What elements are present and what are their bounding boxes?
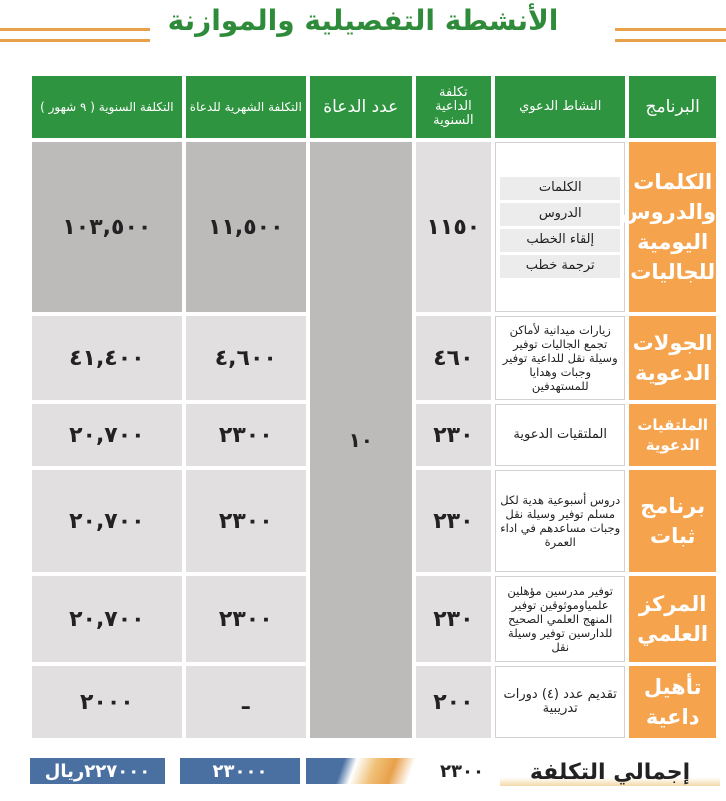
- header-monthly: التكلفة الشهرية للدعاة: [186, 76, 306, 138]
- page-title: الأنشطة التفصيلية والموازنة: [167, 4, 559, 37]
- program-name: الجولات الدعوية: [629, 316, 716, 400]
- annual-cost: ٢٠,٧٠٠: [32, 470, 182, 572]
- program-name: الملتقيات الدعوية: [629, 404, 716, 466]
- total-annual-per-preacher: ٢٣٠٠: [440, 760, 484, 782]
- monthly-cost: ٢٣٠٠: [186, 404, 306, 466]
- monthly-cost: ٢٣٠٠: [186, 470, 306, 572]
- header-annual-per-preacher: تكلفة الداعية السنوية: [416, 76, 491, 138]
- activity-list: [495, 142, 625, 312]
- annual-per-preacher: ٢٣٠: [416, 576, 491, 662]
- annual-cost: ٢٠٠٠: [32, 666, 182, 738]
- annual-cost: ٢٠,٧٠٠: [32, 404, 182, 466]
- total-monthly-cost: ٢٣٠٠٠: [180, 758, 300, 784]
- list-item: ترجمة خطب: [500, 255, 620, 278]
- table-row: [32, 142, 716, 312]
- header-annual: التكلفة السنوية ( ٩ شهور ): [32, 76, 182, 138]
- budget-table: [28, 72, 720, 742]
- monthly-cost: ٤,٦٠٠: [186, 316, 306, 400]
- title-bar: [0, 0, 726, 64]
- annual-per-preacher: ٤٦٠: [416, 316, 491, 400]
- monthly-cost: ٢٣٠٠: [186, 576, 306, 662]
- annual-cost: ٢٠,٧٠٠: [32, 576, 182, 662]
- total-annual-cost: ٢٢٧٠٠٠ريال: [30, 758, 165, 784]
- preachers-count: ١٠: [310, 142, 412, 738]
- annual-per-preacher: ١١٥٠: [416, 142, 491, 312]
- program-name: تأهيل داعية: [629, 666, 716, 738]
- program-name: برنامج ثبات: [629, 470, 716, 572]
- activity-text: تقديم عدد (٤) دورات تدريبية: [495, 666, 625, 738]
- activity-text: الملتقيات الدعوية: [495, 404, 625, 466]
- header-preachers-count: عدد الدعاة: [310, 76, 412, 138]
- annual-cost: ١٠٣,٥٠٠: [32, 142, 182, 312]
- program-name: الكلمات والدروس اليومية للجاليات: [629, 142, 716, 312]
- list-item: الكلمات: [500, 177, 620, 200]
- list-item: الدروس: [500, 203, 620, 226]
- total-bar: [30, 758, 720, 788]
- annual-cost: ٤١,٤٠٠: [32, 316, 182, 400]
- decorative-stripe: [306, 758, 426, 784]
- list-item: إلقاء الخطب: [500, 229, 620, 252]
- header-row: [32, 76, 716, 138]
- monthly-cost: ١١,٥٠٠: [186, 142, 306, 312]
- total-label: إجمالي التكلفة: [500, 758, 720, 786]
- activity-text: دروس أسبوعية هدية لكل مسلم توفير وسيلة نقل وجبات مساعدهم في اداء العمرة: [495, 470, 625, 572]
- monthly-cost: ـ: [186, 666, 306, 738]
- header-activity: النشاط الدعوي: [495, 76, 625, 138]
- annual-per-preacher: ٢٠٠: [416, 666, 491, 738]
- activity-text: زيارات ميدانية لأماكن تجمع الجاليات توفير وسيلة نقل للداعية توفير وجبات وهدايا للمستهدفين: [495, 316, 625, 400]
- annual-per-preacher: ٢٣٠: [416, 470, 491, 572]
- program-name: المركز العلمي: [629, 576, 716, 662]
- header-program: البرنامج: [629, 76, 716, 138]
- activity-text: توفير مدرسين مؤهلين علمياوموثوقين توفير المنهج العلمي الصحيح للدارسين توفير وسيلة نقل: [495, 576, 625, 662]
- annual-per-preacher: ٢٣٠: [416, 404, 491, 466]
